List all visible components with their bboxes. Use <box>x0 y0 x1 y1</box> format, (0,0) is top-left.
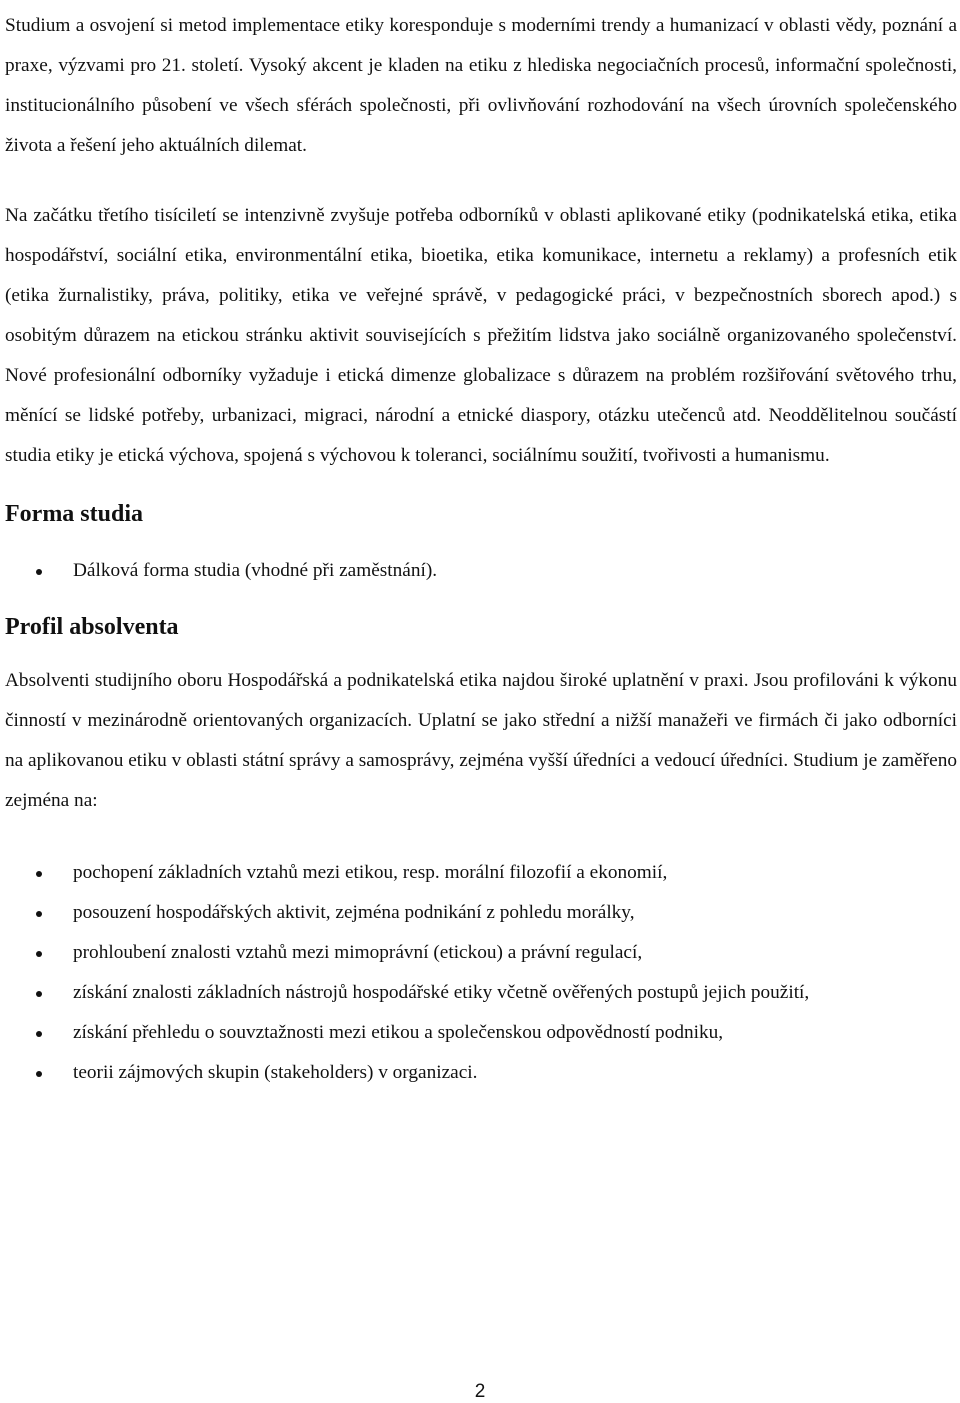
bullet-icon <box>36 1031 42 1037</box>
profil-paragraph: Absolventi studijního oboru Hospodářská a podnikatelská etika najdou široké uplatnění v praxi. Jsou profilováni k výkonu činností v mezinárodně orientovaných organizacích. Uplatní se jako střední a nižší manažeři ve firmách či jako odborníci na aplikovanou etiku v oblasti státní správy a samosprávy, zejména vyšší úředníci a vedoucí úředníci. Studium je zaměřeno zejména na: <box>5 670 957 811</box>
forma-studia-list <box>5 551 957 591</box>
bullet-icon <box>36 569 42 575</box>
bullet-icon <box>36 1071 42 1077</box>
study-focus-list <box>5 853 957 1093</box>
list-item-text: získání znalosti základních nástrojů hospodářské etiky včetně ověřených postupů jejich použití, <box>73 982 810 1003</box>
list-item-text: získání přehledu o souvztažnosti mezi etikou a společenskou odpovědností podniku, <box>73 1022 724 1043</box>
list-item <box>5 1053 957 1093</box>
list-item <box>5 1013 957 1053</box>
list-item <box>5 933 957 973</box>
page-number: 2 <box>474 1381 486 1402</box>
list-item <box>5 551 957 591</box>
applied-ethics-paragraph: Na začátku třetího tisíciletí se intenzivně zvyšuje potřeba odborníků v oblasti aplikované etiky (podnikatelská etika, etika hospodářství, sociální etika, environmentální etika, bioetika, etika komunikace, internetu a reklamy) a profesních etik (etika žurnalistiky, práva, politiky, etika ve veřejné správě, v pedagogické práci, v bezpečnostních sborech apod.) s osobitým důrazem na etickou stránku aktivit souvisejících s přežitím lidstva jako sociálně organizovaného společenství. Nové profesionální odborníky vyžaduje i etická dimenze globalizace s důrazem na problém rozšiřování světového trhu, měnící se lidské potřeby, urbanizaci, migraci, národní a etnické diaspory, otázku utečenců atd. Neoddělitelnou součástí studia etiky je etická výchova, spojená s výchovou k toleranci, sociálnímu soužití, tvořivosti a humanismu. <box>5 205 957 466</box>
bullet-icon <box>36 951 42 957</box>
bullet-icon <box>36 871 42 877</box>
list-item-text: posouzení hospodářských aktivit, zejména podnikání z pohledu morálky, <box>73 902 635 923</box>
list-item-text: prohloubení znalosti vztahů mezi mimoprávní (etickou) a právní regulací, <box>73 942 643 963</box>
bullet-icon <box>36 991 42 997</box>
list-item-text: Dálková forma studia (vhodné při zaměstnání). <box>73 560 438 581</box>
forma-studia-heading: Forma studia <box>5 501 143 527</box>
intro-paragraph: Studium a osvojení si metod implementace etiky koresponduje s moderními trendy a humanizací v oblasti vědy, poznání a praxe, výzvami pro 21. století. Vysoký akcent je kladen na etiku z hlediska negociačních procesů, informační společnosti, institucionálního působení ve všech sférách společnosti, při ovlivňování rozhodování na všech úrovních společenského života a řešení jeho aktuálních dilemat. <box>5 15 957 156</box>
bullet-icon <box>36 911 42 917</box>
list-item <box>5 893 957 933</box>
list-item-text: teorii zájmových skupin (stakeholders) v organizaci. <box>73 1062 478 1083</box>
list-item <box>5 973 957 1013</box>
list-item <box>5 853 957 893</box>
profil-absolventa-heading: Profil absolventa <box>5 614 179 640</box>
list-item-text: pochopení základních vztahů mezi etikou, resp. morální filozofií a ekonomií, <box>73 862 668 883</box>
document-page <box>5 0 957 1093</box>
